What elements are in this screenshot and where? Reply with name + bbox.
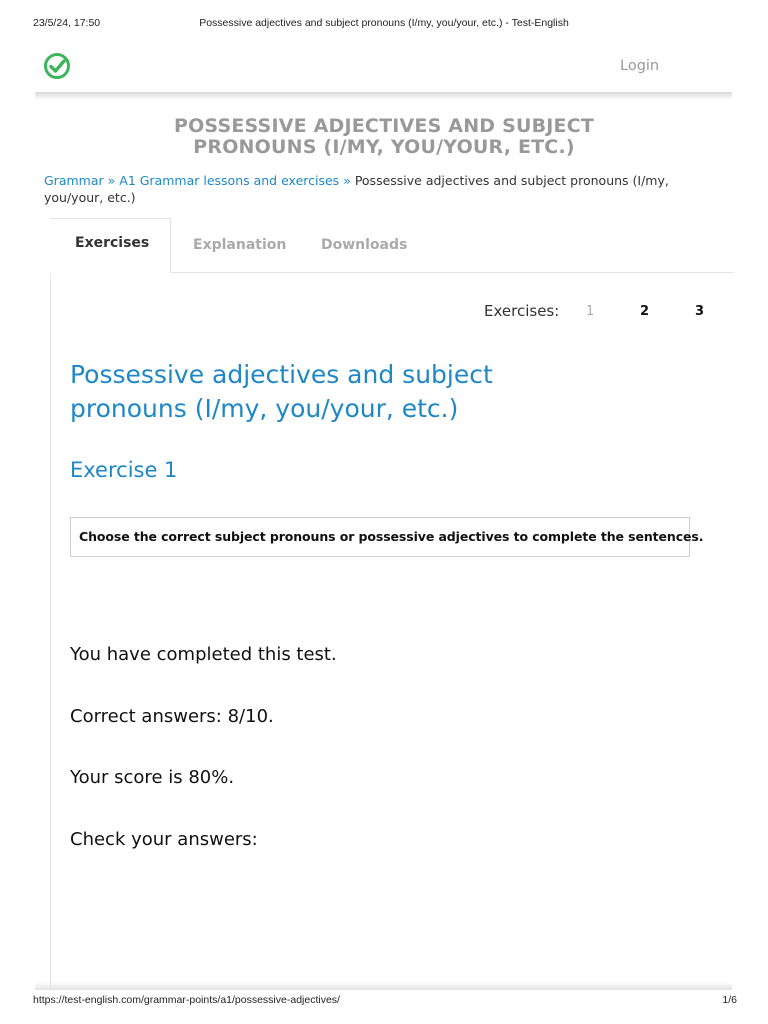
page-heading	[140, 116, 628, 158]
print-page-number: 1/6	[722, 994, 737, 1006]
exercise-subtitle: Exercise 1	[70, 458, 178, 482]
tab-label: Explanation	[193, 237, 287, 253]
print-header	[0, 17, 768, 33]
breadcrumb	[44, 172, 704, 206]
tabs-divider	[170, 272, 734, 273]
breadcrumb-separator: »	[107, 173, 116, 188]
site-header	[35, 40, 732, 92]
breadcrumb-separator: »	[343, 173, 351, 188]
tab-label: Downloads	[321, 237, 408, 253]
breadcrumb-item-grammar[interactable]: Grammar	[44, 173, 104, 188]
tab-label: Exercises	[75, 235, 150, 251]
page-heading-line1: POSSESSIVE ADJECTIVES AND SUBJECT	[173, 115, 595, 137]
exercise-nav-label: Exercises:	[484, 302, 560, 320]
instruction-box	[70, 517, 704, 557]
exercise-nav-2[interactable]: 2	[640, 304, 650, 319]
result-check-answers: Check your answers:	[70, 829, 258, 850]
bottom-divider	[35, 982, 732, 990]
page-heading-line2: PRONOUNS (I/MY, YOU/YOUR, ETC.)	[193, 136, 575, 158]
print-title: Possessive adjectives and subject pronouns (I/my, you/your, etc.) - Test-English	[199, 17, 569, 29]
instruction-text: Choose the correct subject pronouns or possessive adjectives to complete the sentences.	[79, 529, 704, 544]
result-correct-answers: Correct answers: 8/10.	[70, 706, 274, 727]
breadcrumb-current: Possessive adjectives and subject pronouns (I/my, you/your, etc.)	[44, 173, 669, 205]
exercise-nav-1[interactable]: 1	[586, 304, 595, 319]
print-date: 23/5/24, 17:50	[33, 17, 101, 29]
print-url: https://test-english.com/grammar-points/a1/possessive-adjectives/	[33, 994, 340, 1006]
header-divider	[35, 92, 732, 100]
tab-exercises[interactable]	[50, 218, 171, 273]
exercise-nav-3[interactable]: 3	[695, 304, 705, 319]
result-completed: You have completed this test.	[70, 644, 337, 665]
exercise-title-line1: Possessive adjectives and subject	[70, 360, 493, 389]
print-footer	[0, 994, 768, 1010]
breadcrumb-item-a1-grammar[interactable]: A1 Grammar lessons and exercises	[119, 173, 340, 188]
exercise-title-line2: pronouns (I/my, you/your, etc.)	[70, 394, 459, 423]
check-circle-icon[interactable]	[43, 52, 71, 80]
exercise-title	[70, 358, 530, 426]
login-link[interactable]: Login	[620, 58, 660, 74]
result-score: Your score is 80%.	[70, 767, 235, 788]
content-panel	[50, 218, 735, 988]
